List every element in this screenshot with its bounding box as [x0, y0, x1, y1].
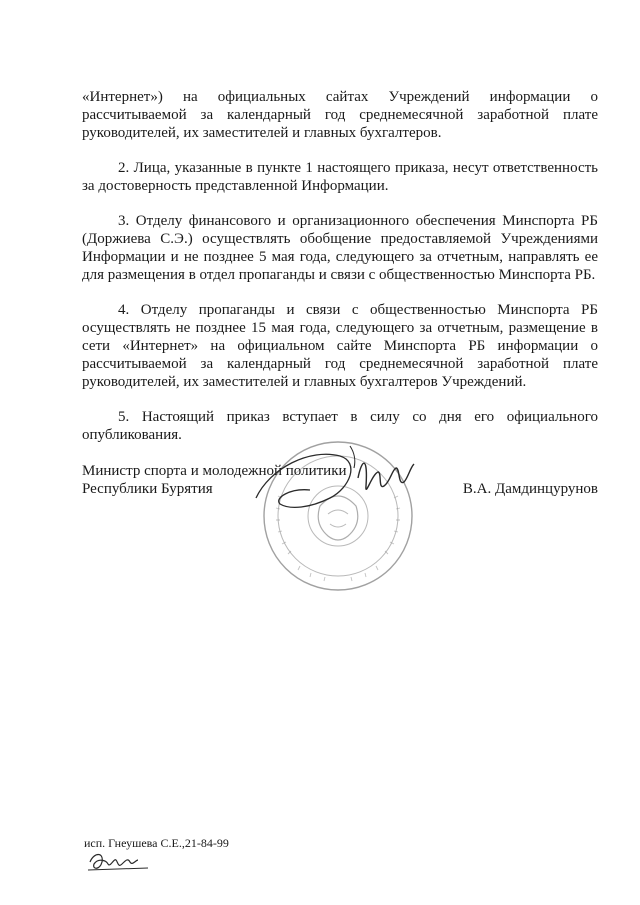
position-line-1: Министр спорта и молодежной политики	[82, 463, 347, 479]
signatory-name: В.А. Дамдинцурунов	[462, 481, 598, 497]
initials-scribble-icon	[86, 848, 166, 874]
paragraph-continuation: «Интернет») на официальных сайтах Учреждений информации о рассчитываемой за календарный год среднемесячной заработной плате руководителей, их заместителей и главных бухгалтеров.	[82, 89, 598, 141]
paragraph-4: 4. Отделу пропаганды и связи с общественностью Минспорта РБ осуществлять не позднее 15 мая года, следующего за отчетным, размещение в сети «Интернет» на официальном сайте Минспорта РБ информации о рассчитываемой за календарный год среднемесячной заработной плате руководителей, их заместителей и главных бухгалтеров Учреждений.	[82, 302, 598, 390]
position-line-2: Республики Бурятия	[82, 481, 213, 497]
executor-note: исп. Гнеушева С.Е.,21-84-99	[84, 836, 229, 850]
paragraph-2: 2. Лица, указанные в пункте 1 настоящего приказа, несут ответственность за достоверность представленной Информации.	[82, 160, 598, 194]
document-body	[82, 88, 598, 444]
signatory-position	[82, 462, 347, 498]
paragraph-3: 3. Отделу финансового и организационного обеспечения Минспорта РБ (Доржиева С.Э.) осуществлять обобщение предоставляемой Учреждениями Информации и не позднее 5 мая года, следующего за отчетным, направлять ее для размещения в отдел пропаганды и связи с общественностью Минспорта РБ.	[82, 213, 598, 283]
official-seal-icon	[258, 436, 418, 596]
paragraph-5: 5. Настоящий приказ вступает в силу со дня его официального опубликования.	[82, 409, 598, 443]
